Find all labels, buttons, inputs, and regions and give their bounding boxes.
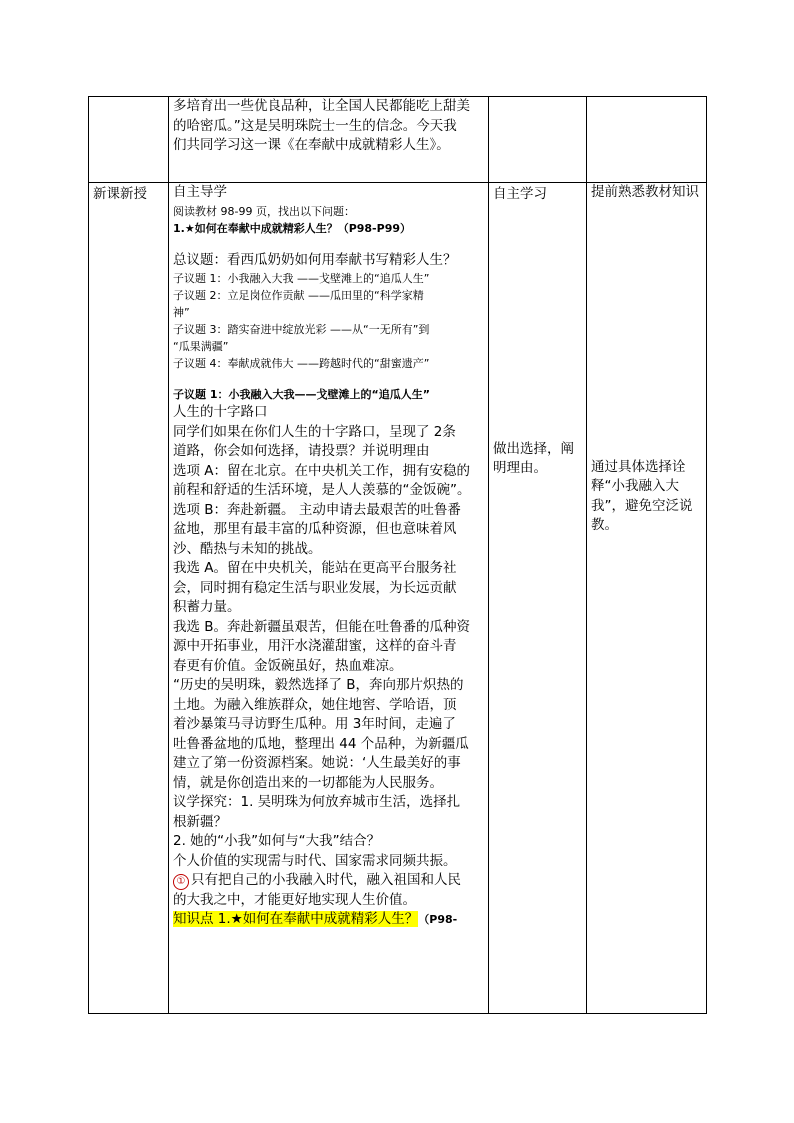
knowledge-page-ref: （P98- bbox=[418, 913, 458, 926]
table-row bbox=[89, 183, 707, 1014]
table-row bbox=[89, 97, 707, 183]
sub-issue: “瓜果满疆” bbox=[173, 340, 229, 353]
body-line: 土地。为融入维族群众，她住地窖、学哈语，顶 bbox=[173, 696, 457, 713]
intro-line: 的哈密瓜。”这是吴明珠院士一生的信念。今天我 bbox=[173, 117, 457, 134]
body-line: 我选 A。留在中央机关，能站在更高平台服务社 bbox=[173, 560, 457, 576]
body-line: 选项 A：留在北京。在中央机关工作，拥有安稳的 bbox=[173, 462, 471, 479]
teacher-activity-cell bbox=[169, 183, 489, 1014]
knowledge-point bbox=[173, 910, 484, 930]
lesson-plan-table bbox=[88, 96, 707, 1014]
body-line: 同学们如果在你们人生的十字路口，呈现了 2条 bbox=[173, 423, 456, 440]
sub-issue-heading: 子议题 1：小我融入大我——戈壁滩上的“追瓜人生” bbox=[173, 388, 430, 401]
guide-instruction: 阅读教材 98-99 页，找出以下问题： bbox=[173, 204, 355, 218]
body-line: 个人价值的实现需与时代、国家需求同频共振。 bbox=[173, 852, 457, 869]
body-line: 情，就是你创造出来的一切都能为人民服务。 bbox=[173, 774, 443, 791]
body-line: 春更有价值。金饭碗虽好，热血难凉。 bbox=[173, 657, 403, 674]
circled-line: 的大我之中，才能更好地实现人生价值。 bbox=[173, 891, 416, 908]
body-line: 选项 B：奔赴新疆。 主动申请去最艰苦的吐鲁番 bbox=[173, 501, 461, 518]
section-cell bbox=[89, 183, 169, 1014]
body-line: 前程和舒适的生活环境，是人人羡慕的“金饭碗”。 bbox=[173, 482, 471, 498]
body-line: 沙、酷热与未知的挑战。 bbox=[173, 540, 322, 557]
circled-line: 只有把自己的小我融入时代，融入祖国和人民 bbox=[191, 872, 461, 888]
body-line: 人生的十字路口 bbox=[173, 404, 268, 420]
sub-issue: 神” bbox=[173, 306, 190, 319]
body-line: 我选 B。奔赴新疆虽艰苦，但能在吐鲁番的瓜种资 bbox=[173, 618, 471, 635]
body-line: 盆地，那里有最丰富的瓜种资源，但也意味着风 bbox=[173, 521, 457, 537]
sub-issue: 子议题 1：小我融入大我 ——戈壁滩上的“追瓜人生” bbox=[173, 272, 430, 285]
intro-line: 们共同学习这一课《在奉献中成就精彩人生》。 bbox=[173, 137, 450, 153]
body-line: 着沙暴策马寻访野生瓜种。用 3年时间，走遍了 bbox=[173, 716, 456, 732]
main-issue: 总议题：看西瓜奶奶如何用奉献书写精彩人生？ bbox=[173, 251, 457, 268]
body-line: 吐鲁番盆地的瓜地，整理出 44 个品种，为新疆瓜 bbox=[173, 735, 469, 752]
circled-number-icon: ① bbox=[173, 874, 189, 890]
question-1: 1.★如何在奉献中成就精彩人生？（P98-P99） bbox=[173, 221, 411, 235]
section-label: 新课新授 bbox=[93, 186, 147, 202]
body-line: 2. 她的“小我”如何与“大我”结合？ bbox=[173, 833, 381, 849]
knowledge-highlight: 知识点 1.★如何在奉献中成就精彩人生？ bbox=[173, 911, 419, 927]
body-line: 根新疆？ bbox=[173, 813, 227, 830]
sub-issue: 子议题 4：奉献成就伟大 ——跨越时代的“甜蜜遗产” bbox=[173, 357, 430, 370]
body-line: 积蓄力量。 bbox=[173, 599, 241, 615]
sub-issue: 子议题 2：立足岗位作贡献 ——瓜田里的“科学家精 bbox=[173, 289, 424, 302]
student-activity: 自主学习 bbox=[493, 186, 547, 202]
section-cell bbox=[89, 97, 169, 183]
body-line: “历史的吴明珠，毅然选择了 B，奔向那片炽热的 bbox=[173, 677, 464, 693]
body-line: 会，同时拥有稳定生活与职业发展，为长远贡献 bbox=[173, 579, 457, 596]
design-intent: 通过具体选择诠释“小我融入大我”，避免空泛说教。 bbox=[591, 458, 693, 533]
design-intent-cell bbox=[587, 97, 707, 183]
student-activity: 做出选择，阐明理由。 bbox=[493, 440, 574, 476]
student-activity-cell bbox=[489, 97, 587, 183]
body-line: 源中开拓事业，用汗水浇灌甜蜜，这样的奋斗青 bbox=[173, 638, 457, 654]
circled-point bbox=[173, 871, 484, 891]
intro-line: 多培育出一些优良品种，让全国人民都能吃上甜美 bbox=[173, 98, 470, 114]
body-line: 道路，你会如何选择，请投票？并说明理由 bbox=[173, 443, 430, 459]
body-line: 建立了第一份资源档案。她说：‘人生最美好的事 bbox=[173, 755, 461, 771]
design-intent-cell bbox=[587, 183, 707, 1014]
guide-title: 自主导学 bbox=[173, 184, 227, 200]
sub-issue: 子议题 3：踏实奋进中绽放光彩 ——从“一无所有”到 bbox=[173, 323, 430, 336]
design-intent: 提前熟悉教材知识 bbox=[591, 184, 699, 200]
student-activity-cell bbox=[489, 183, 587, 1014]
teacher-activity-cell bbox=[169, 97, 489, 183]
body-line: 议学探究：1. 吴明珠为何放弃城市生活，选择扎 bbox=[173, 794, 461, 810]
